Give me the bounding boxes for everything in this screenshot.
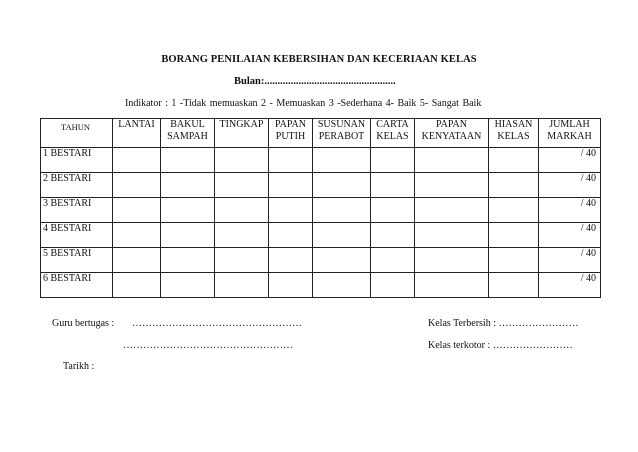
table-row xyxy=(41,273,601,298)
score-cell xyxy=(415,198,489,223)
column-header xyxy=(113,119,161,148)
dirtiest-class-field: Kelas terkotor : …………………… xyxy=(428,340,573,351)
assessment-table xyxy=(40,118,601,298)
score-cell xyxy=(113,173,161,198)
column-header xyxy=(313,119,371,148)
score-cell xyxy=(415,223,489,248)
column-header-line1: LANTAI xyxy=(118,119,155,130)
score-cell xyxy=(313,173,371,198)
table-header-row xyxy=(41,119,601,148)
table-row xyxy=(41,248,601,273)
column-header-line1: TINGKAP xyxy=(219,119,264,130)
score-cell xyxy=(215,273,269,298)
score-cell xyxy=(113,223,161,248)
score-cell xyxy=(269,198,313,223)
column-header-line1: SUSUNAN xyxy=(317,119,366,130)
score-cell xyxy=(489,173,539,198)
column-header-line1: HIASAN xyxy=(494,119,533,130)
total-score-cell: / 40 xyxy=(539,273,601,298)
score-cell xyxy=(161,223,215,248)
score-cell xyxy=(161,198,215,223)
total-score-cell: / 40 xyxy=(539,173,601,198)
score-cell xyxy=(269,173,313,198)
column-header-line2: KELAS xyxy=(497,131,530,142)
cleanest-class-field: Kelas Terbersih : …………………… xyxy=(428,318,579,329)
column-header-line2: KENYATAAN xyxy=(421,131,482,142)
table-row xyxy=(41,173,601,198)
column-header-line2: SAMPAH xyxy=(167,131,208,142)
rating-indicator: Indikator : 1 -Tidak memuaskan 2 - Memuaskan 3 -Sederhana 4- Baik 5- Sangat Baik xyxy=(125,98,482,109)
score-cell xyxy=(371,198,415,223)
score-cell xyxy=(313,248,371,273)
table-row xyxy=(41,148,601,173)
score-cell xyxy=(113,148,161,173)
column-header-line1: PAPAN xyxy=(436,119,467,130)
score-cell xyxy=(371,273,415,298)
table-row xyxy=(41,223,601,248)
score-cell xyxy=(489,273,539,298)
score-cell xyxy=(313,198,371,223)
table-row xyxy=(41,198,601,223)
form-title: BORANG PENILAIAN KEBERSIHAN DAN KECERIAAN KELAS xyxy=(161,54,477,65)
class-name-cell: 2 BESTARI xyxy=(41,173,113,198)
score-cell xyxy=(371,223,415,248)
month-field: Bulan:.................................................. xyxy=(234,76,396,87)
score-cell xyxy=(415,273,489,298)
column-header xyxy=(489,119,539,148)
score-cell xyxy=(313,223,371,248)
column-header-line1: PAPAN xyxy=(275,119,306,130)
column-header-line2: PERABOT xyxy=(318,131,365,142)
score-cell xyxy=(269,273,313,298)
column-header xyxy=(161,119,215,148)
score-cell xyxy=(489,223,539,248)
column-header-line1: TAHUN xyxy=(61,122,91,132)
score-cell xyxy=(215,198,269,223)
score-cell xyxy=(161,148,215,173)
column-header xyxy=(215,119,269,148)
score-cell xyxy=(489,198,539,223)
class-name-cell: 6 BESTARI xyxy=(41,273,113,298)
column-header-line1: JUMLAH xyxy=(549,119,590,130)
score-cell xyxy=(313,148,371,173)
score-cell xyxy=(215,248,269,273)
teacher-line-2: …………………………………………… xyxy=(123,340,293,351)
teacher-label: Guru bertugas : xyxy=(52,318,115,329)
class-name-cell: 5 BESTARI xyxy=(41,248,113,273)
score-cell xyxy=(489,248,539,273)
score-cell xyxy=(269,148,313,173)
score-cell xyxy=(371,173,415,198)
column-header-line1: BAKUL xyxy=(170,119,205,130)
score-cell xyxy=(489,148,539,173)
class-name-cell: 3 BESTARI xyxy=(41,198,113,223)
column-header xyxy=(371,119,415,148)
column-header-line2: MARKAH xyxy=(547,131,592,142)
column-header xyxy=(415,119,489,148)
score-cell xyxy=(415,148,489,173)
total-score-cell: / 40 xyxy=(539,223,601,248)
date-label: Tarikh : xyxy=(63,361,95,372)
score-cell xyxy=(313,273,371,298)
column-header xyxy=(41,119,113,148)
teacher-line-1: …………………………………………… xyxy=(132,318,302,329)
score-cell xyxy=(161,273,215,298)
score-cell xyxy=(215,173,269,198)
total-score-cell: / 40 xyxy=(539,248,601,273)
table-body xyxy=(41,148,601,298)
score-cell xyxy=(415,248,489,273)
score-cell xyxy=(113,198,161,223)
score-cell xyxy=(161,248,215,273)
total-score-cell: / 40 xyxy=(539,198,601,223)
class-name-cell: 1 BESTARI xyxy=(41,148,113,173)
class-name-cell: 4 BESTARI xyxy=(41,223,113,248)
score-cell xyxy=(215,223,269,248)
score-cell xyxy=(269,248,313,273)
column-header-line2: PUTIH xyxy=(275,131,306,142)
score-cell xyxy=(113,273,161,298)
score-cell xyxy=(161,173,215,198)
score-cell xyxy=(215,148,269,173)
total-score-cell: / 40 xyxy=(539,148,601,173)
column-header-line1: CARTA xyxy=(376,119,409,130)
column-header xyxy=(269,119,313,148)
score-cell xyxy=(371,248,415,273)
score-cell xyxy=(269,223,313,248)
column-header xyxy=(539,119,601,148)
score-cell xyxy=(415,173,489,198)
score-cell xyxy=(113,248,161,273)
column-header-line2: KELAS xyxy=(376,131,409,142)
score-cell xyxy=(371,148,415,173)
